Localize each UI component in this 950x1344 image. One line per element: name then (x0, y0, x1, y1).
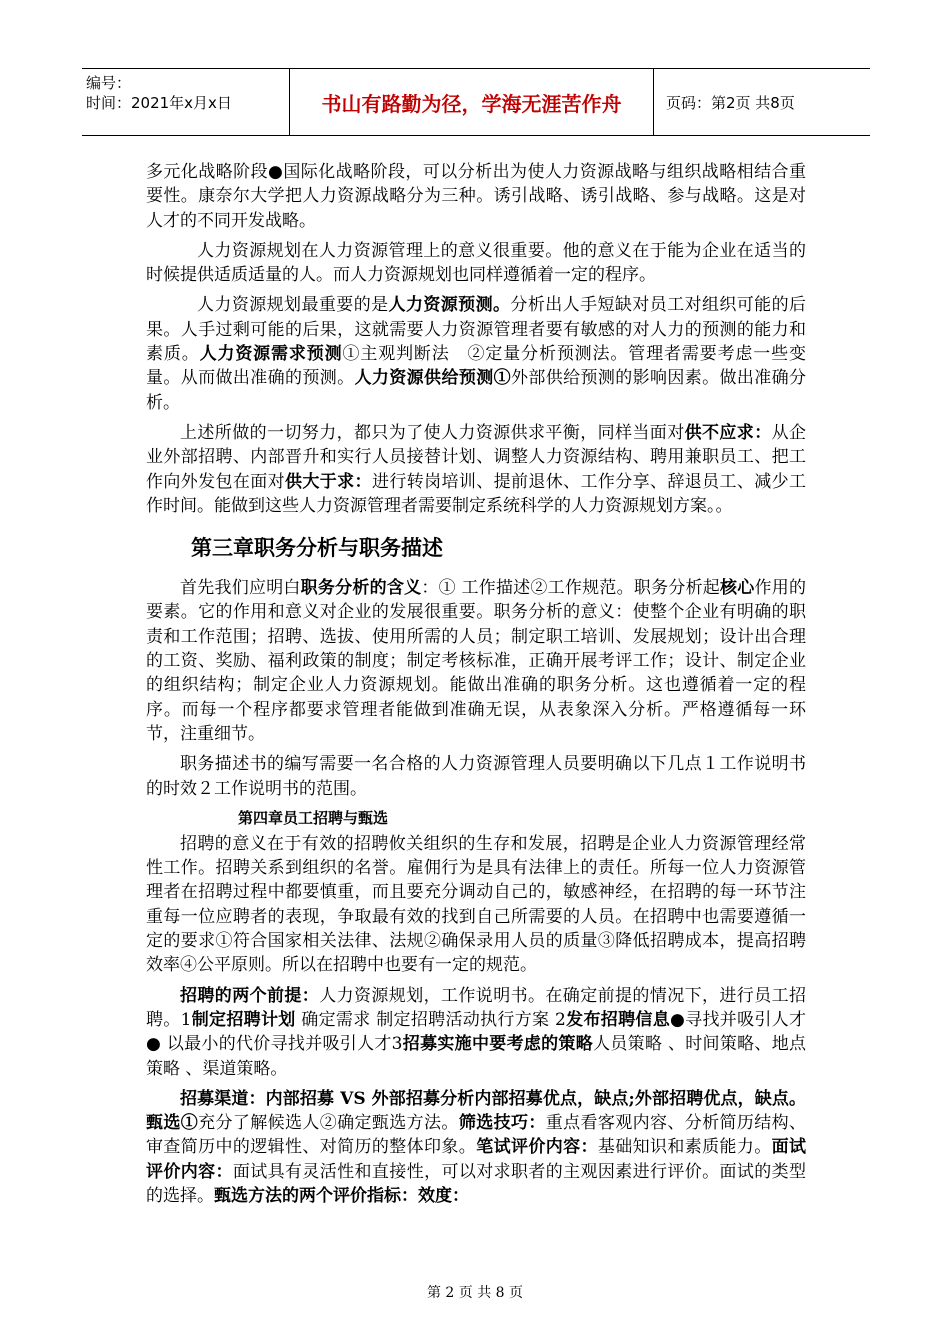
text: 基础知识和素质能力。 (597, 1137, 772, 1158)
header-page-label: 页码：第2页 共8页 (666, 93, 795, 112)
header-meta (82, 69, 290, 135)
bold-term: 人力资源供给预测① (354, 368, 511, 389)
paragraph-job-analysis (146, 576, 806, 746)
bold-term: 人力资源需求预测 (199, 344, 343, 365)
bold-term: 甄选① (146, 1113, 199, 1134)
text: ●寻找并吸引人才 ● 以最小的代价寻找并吸引人才3 (146, 1009, 807, 1055)
text: 从企业外部招聘、内部晋升和实行人员接替计划、调整人力资源结构、聘用兼职员工、把工作向外发包在面对 (146, 422, 807, 492)
paragraph-hr-forecast (146, 293, 806, 414)
bold-term: 发布招聘信息 (565, 1009, 671, 1030)
bold-term: 甄选方法的两个评价指标：效度： (214, 1185, 469, 1206)
text: 面试具有灵活性和直接性，可以对求职者的主观因素进行评价。面试的类型的选择。 (146, 1161, 807, 1206)
text: 外部供给预测的影响因素。做出准确分析。 (146, 368, 807, 413)
text: 充分了解候选人②确定甄选方法。 (198, 1113, 459, 1134)
paragraph-strategy: 多元化战略阶段●国际化战略阶段，可以分析出为使人力资源战略与组织战略相结合重要性。康奈尔大学把人力资源战略分为三种。诱引战略、诱引战略、参与战略。这是对人才的不同开发战略。 (146, 162, 806, 231)
document-body (146, 160, 806, 1214)
text: 人员策略 、时间策略、地点策略 、渠道策略。 (146, 1034, 807, 1079)
page-footer: 第 2 页 共 8 页 (426, 1285, 524, 1301)
doc-number-label: 编号： (86, 74, 132, 92)
page-header (82, 68, 870, 136)
bold-term: 面试评价内容： (146, 1137, 807, 1182)
paragraph-job-description: 职务描述书的编写需要一名合格的人力资源管理人员要明确以下几点１工作说明书的时效２工作说明书的范围。 (146, 754, 806, 799)
text: 人力资源规划最重要的是 (197, 295, 389, 316)
bold-term: 核心 (720, 578, 755, 599)
chapter-4-heading: 第四章员工招聘与甄选 (238, 808, 389, 827)
header-motto-cell (290, 69, 654, 135)
bold-term: 笔试评价内容： (476, 1137, 598, 1158)
bold-term: 招募渠道：内部招募 VS 外部招募分析内部招募优点，缺点;外部招聘优点，缺点。 (180, 1088, 806, 1109)
text: ：① 工作描述②工作规范。职务分析起 (421, 578, 721, 599)
header-motto: 书山有路勤为径，学海无涯苦作舟 (321, 91, 622, 116)
bold-term: 职务分析的含义 (300, 578, 422, 599)
bold-term: 供大于求： (285, 471, 372, 492)
text: 首先我们应明白 (180, 578, 301, 599)
text: 重点看客观内容、分析简历结构、审查简历中的逻辑性、对简历的整体印象。 (146, 1113, 807, 1158)
text: 分析出人手短缺对员工对组织可能的后果。人手过剩可能的后果，这就需要人力资源管理者要有敏感的对人力的预测的能力和素质。 (146, 295, 807, 365)
bold-term: 供不应求： (684, 422, 772, 443)
bold-term: 招聘的两个前提： (180, 985, 320, 1006)
text: 人力资源规划，工作说明书。在确定前提的情况下，进行员工招聘。1 (146, 985, 807, 1030)
paragraph-channels-selection (146, 1087, 806, 1208)
text: 进行转岗培训、提前退休、工作分享、辞退员工、减少工作时间。能做到这些人力资源管理者需要制定系统科学的人力资源规划方案。。 (146, 471, 807, 516)
text: 确定需求 制定招聘活动执行方案 2 (295, 1009, 566, 1030)
chapter-3-heading: 第三章职务分析与职务描述 (191, 536, 443, 561)
text: ①主观判断法 ②定量分析预测法。管理者需要考虑一些变量。从而做出准确的预测。 (146, 344, 807, 389)
text: 作用的要素。它的作用和意义对企业的发展很重要。职务分析的意义：使整个企业有明确的职责和工作范围；招聘、选拔、使用所需的人员；制定职工培训、发展规划；设计出合理的工资、奖励、福利政策的制度；制定考核标准，正确开展考评工作；设计、制定企业的组织结构；制定企业人力资源规划。能做出准确的职务分析。这也遵循着一定的程序。而每一个程序都要求管理者能做到准确无误，从表象深入分析。严格遵循每一环节，注重细节。 (146, 578, 807, 744)
paragraph-hr-planning: 人力资源规划在人力资源管理上的意义很重要。他的意义在于能为企业在适当的时候提供适质适量的人。而人力资源规划也同样遵循着一定的程序。 (146, 240, 806, 286)
paragraph-recruitment: 招聘的意义在于有效的招聘攸关组织的生存和发展，招聘是企业人力资源管理经常性工作。招聘关系到组织的名誉。雇佣行为是具有法律上的责任。所每一位人力资源管理者在招聘过程中都要慎重，而且要充分调动自己的，敏感神经，在招聘的每一环节注重每一位应聘者的表现，争取最有效的找到自己所需要的人员。在招聘中也需要遵循一定的要求①符合国家相关法律、法规②确保录用人员的质量③降低招聘成本，提高招聘效率④公平原则。所以在招聘中也要有一定的规范。 (146, 833, 806, 976)
bold-term: 人力资源预测。 (388, 295, 511, 316)
bold-term: 招募实施中要考虑的策略 (402, 1034, 594, 1055)
header-page-cell (654, 69, 870, 135)
paragraph-supply-demand (146, 421, 806, 518)
bold-term: 制定招聘计划 (191, 1009, 296, 1030)
bold-term: 筛选技巧： (458, 1113, 546, 1134)
text: 上述所做的一切努力，都只为了使人力资源供求平衡，同样当面对 (180, 422, 685, 443)
paragraph-recruitment-premises (146, 984, 806, 1081)
doc-time-label: 时间：2021年x月x日 (86, 94, 232, 112)
